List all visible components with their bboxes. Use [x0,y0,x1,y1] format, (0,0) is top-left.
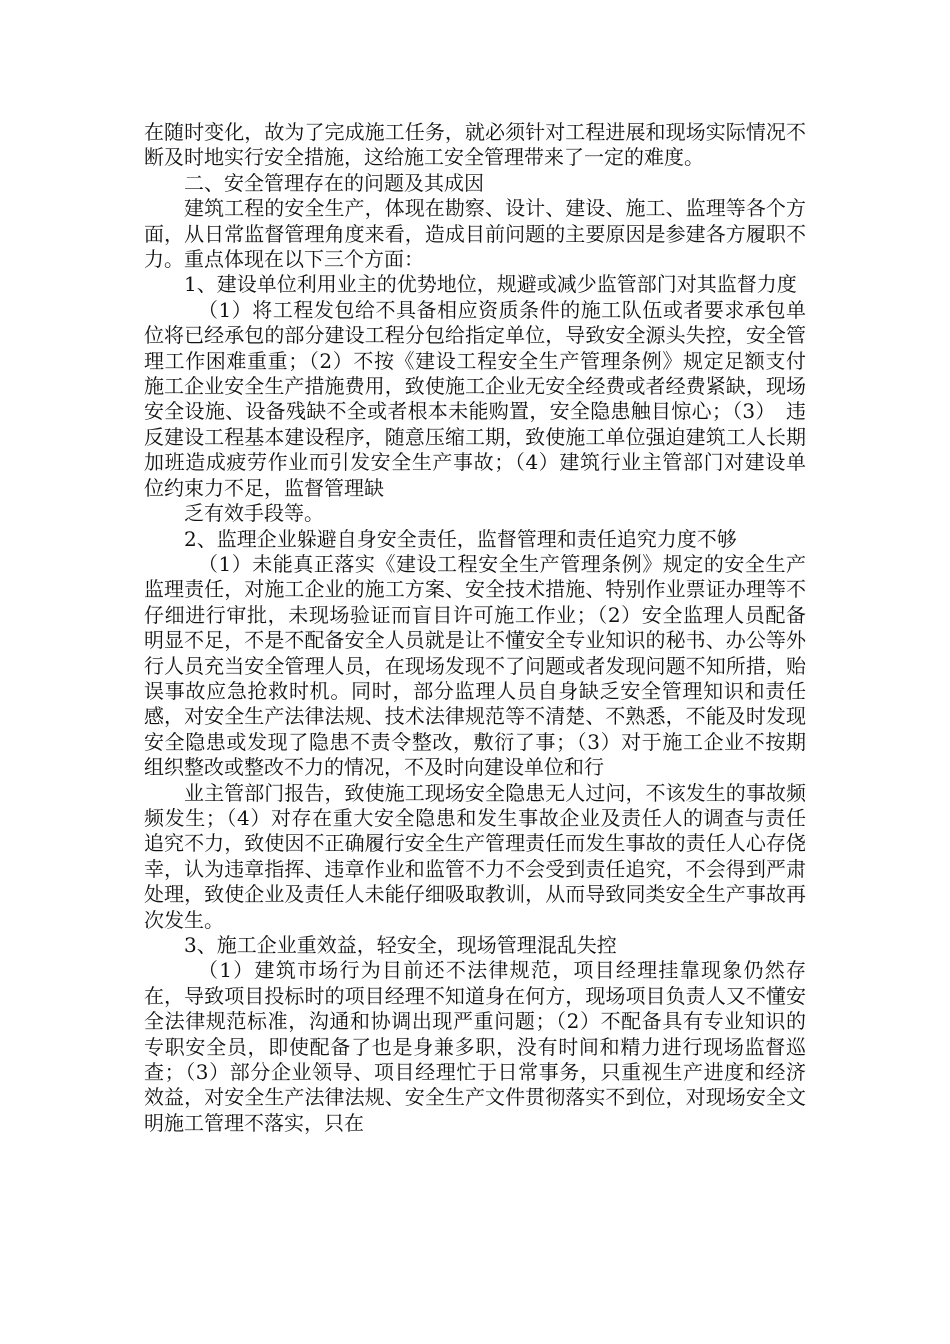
subheading-supervision-enterprise: 2、监理企业躲避自身安全责任，监督管理和责任追究力度不够 [184,526,737,551]
paragraph-construction-enterprise-details: （1）建筑市场行为目前还不法律规范，项目经理挂靠现象仍然存在，导致项目投标时的项目经理不知道身在何方，现场项目负责人又不懂安全法律规范标准，沟通和协调出现严重问题；（2）不配备具有专业知识的专职安全员，即使配备了也是身兼多职，没有时间和精力进行现场监督巡查；（3）部分企业领导、项目经理忙于日常事务，只重视生产进度和经济效益，对安全生产法律法规、安全生产文件贯彻落实不到位，对现场安全文明施工管理不落实，只在 [144,958,806,1135]
paragraph-supervision-details: （1）未能真正落实《建设工程安全生产管理条例》规定的安全生产监理责任，对施工企业的施工方案、安全技术措施、特别作业票证办理等不仔细进行审批，未现场验证而盲目许可施工作业；（2）安全监理人员配备明显不足，不是不配备安全人员就是让不懂安全专业知识的秘书、办公等外行人员充当安全管理人员，在现场发现不了问题或者发现问题不知所措，贻误事故应急抢救时机。同时，部分监理人员自身缺乏安全管理知识和责任感，对安全生产法律法规、技术法律规范等不清楚、不熟悉，不能及时发现安全隐患或发现了隐患不责令整改，敷衍了事；（3）对于施工企业不按期组织整改或整改不力的情况，不及时向建设单位和行 [144,551,806,780]
document-body [144,120,806,1136]
paragraph-fragment: 乏有效手段等。 [184,501,324,526]
paragraph-continuation: 在随时变化，故为了完成施工任务，就必须针对工程进展和现场实际情况不断及时地实行安全措施，这给施工安全管理带来了一定的难度。 [144,120,806,170]
paragraph-overview: 建筑工程的安全生产，体现在勘察、设计、建设、施工、监理等各个方面，从日常监督管理角度来看，造成目前问题的主要原因是参建各方履职不力。重点体现在以下三个方面： [144,196,806,272]
section-heading-problems: 二、安全管理存在的问题及其成因 [184,170,484,195]
subheading-construction-unit: 1、建设单位利用业主的优势地位，规避或减少监管部门对其监督力度 [184,272,797,297]
paragraph-supervision-continued: 业主管部门报告，致使施工现场安全隐患无人过问，不该发生的事故频频发生；（4）对存在重大安全隐患和发生事故企业及责任人的调查与责任追究不力，致使因不正确履行安全生产管理责任而发生事故的责任人心存侥幸，认为违章指挥、违章作业和监管不力不会受到责任追究，不会得到严肃处理，致使企业及责任人未能仔细吸取教训，从而导致同类安全生产事故再次发生。 [144,780,806,932]
subheading-construction-enterprise: 3、施工企业重效益，轻安全，现场管理混乱失控 [184,933,617,957]
paragraph-construction-unit-details: （1）将工程发包给不具备相应资质条件的施工队伍或者要求承包单位将已经承包的部分建设工程分包给指定单位，导致安全源头失控，安全管理工作困难重重；（2）不按《建设工程安全生产管理条例》规定足额支付施工企业安全生产措施费用，致使施工企业无安全经费或者经费紧缺，现场安全设施、设备残缺不全或者根本未能购置，安全隐患触目惊心；（3） 违反建设工程基本建设程序，随意压缩工期，致使施工单位强迫建筑工人长期加班造成疲劳作业而引发安全生产事故；（4）建筑行业主管部门对建设单位约束力不足，监督管理缺 [144,297,806,500]
